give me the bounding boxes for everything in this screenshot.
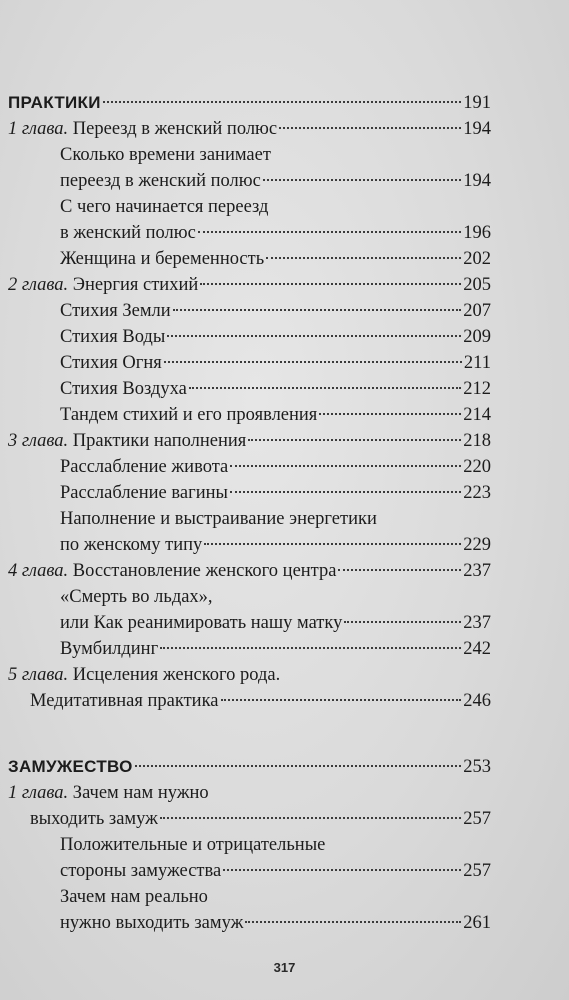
dot-leader bbox=[223, 869, 461, 871]
toc-chapter-3 bbox=[8, 428, 491, 454]
dot-leader bbox=[279, 127, 461, 129]
chapter-label: 5 глава. bbox=[8, 665, 69, 685]
toc-chapter-2 bbox=[8, 272, 491, 298]
toc-entry-line: Зачем нам нужно bbox=[68, 783, 209, 803]
toc-entry bbox=[8, 220, 491, 246]
page-number-footer: 317 bbox=[273, 960, 296, 975]
toc-page-number: 209 bbox=[463, 327, 491, 347]
dot-leader bbox=[160, 647, 461, 649]
toc-page-number: 207 bbox=[463, 301, 491, 321]
toc-entry bbox=[8, 480, 491, 506]
dot-leader bbox=[173, 309, 462, 311]
toc-entry-title: Вумбилдинг bbox=[60, 639, 159, 659]
toc-entry-title: Стихия Огня bbox=[60, 353, 162, 373]
toc-page-number: 191 bbox=[463, 93, 491, 113]
chapter-label: 3 глава. bbox=[8, 431, 69, 451]
toc-entry bbox=[8, 402, 491, 428]
toc-entry-line: «Смерть во льдах», bbox=[60, 587, 213, 607]
toc-entry bbox=[8, 376, 491, 402]
dot-leader bbox=[230, 491, 461, 493]
toc-page-number: 261 bbox=[463, 913, 491, 933]
toc-entry bbox=[8, 350, 491, 376]
toc-entry bbox=[8, 454, 491, 480]
chapter-label: 1 глава. bbox=[8, 119, 69, 139]
toc-entry-line: Наполнение и выстраивание энергетики bbox=[60, 509, 377, 529]
toc-entry bbox=[8, 858, 491, 884]
toc-chapter-4 bbox=[8, 558, 491, 584]
toc-entry bbox=[8, 298, 491, 324]
toc-page-number: 220 bbox=[463, 457, 491, 477]
dot-leader bbox=[245, 921, 461, 923]
toc-entry bbox=[8, 246, 491, 272]
toc-page-number: 242 bbox=[463, 639, 491, 659]
toc-entry-title: Расслабление вагины bbox=[60, 483, 228, 503]
toc-page-number: 223 bbox=[463, 483, 491, 503]
toc-entry bbox=[8, 688, 491, 714]
dot-leader bbox=[266, 257, 461, 259]
dot-leader bbox=[189, 387, 461, 389]
toc-entry bbox=[8, 532, 491, 558]
toc-page-number: 196 bbox=[463, 223, 491, 243]
toc-page-number: 214 bbox=[463, 405, 491, 425]
toc-entry-title: Медитативная практика bbox=[30, 691, 219, 711]
dot-leader bbox=[198, 231, 461, 233]
dot-leader bbox=[135, 765, 462, 767]
toc-entry-title: ЗАМУЖЕСТВО bbox=[8, 757, 133, 776]
toc-entry-line: Зачем нам реально bbox=[60, 887, 208, 907]
dot-leader bbox=[103, 101, 462, 103]
toc-entry-title: Стихия Воздуха bbox=[60, 379, 187, 399]
toc-entry-title: выходить замуж bbox=[30, 809, 158, 829]
toc-chapter-1-marriage bbox=[8, 780, 491, 806]
chapter-label: 2 глава. bbox=[8, 275, 69, 295]
toc-page-number: 218 bbox=[463, 431, 491, 451]
dot-leader bbox=[167, 335, 461, 337]
dot-leader bbox=[263, 179, 461, 181]
toc-entry-title: Стихия Земли bbox=[60, 301, 171, 321]
dot-leader bbox=[338, 569, 461, 571]
dot-leader bbox=[160, 817, 461, 819]
toc-entry-title: Расслабление живота bbox=[60, 457, 229, 477]
toc-page-number: 211 bbox=[463, 353, 491, 373]
toc-section-practices bbox=[8, 90, 491, 116]
toc-page-number: 194 bbox=[463, 171, 491, 191]
chapter-label: 4 глава. bbox=[8, 561, 69, 581]
dot-leader bbox=[200, 283, 461, 285]
dot-leader bbox=[204, 543, 461, 545]
dot-leader bbox=[221, 699, 462, 701]
toc-entry-title: Энергия стихий bbox=[68, 275, 199, 295]
toc-entry bbox=[8, 910, 491, 936]
toc-entry-title: ПРАКТИКИ bbox=[8, 93, 101, 112]
toc-page-number: 257 bbox=[463, 861, 491, 881]
toc-entry-title: в женский полюс bbox=[60, 223, 196, 243]
toc-entry-line: Сколько времени занимает bbox=[60, 145, 271, 165]
toc-entry-title: стороны замужества bbox=[60, 861, 222, 881]
toc-entry bbox=[8, 324, 491, 350]
toc-entry-title: Переезд в женский полюс bbox=[68, 119, 278, 139]
toc-entry-title: или Как реанимировать нашу матку bbox=[60, 613, 343, 633]
toc-chapter-5 bbox=[8, 662, 491, 688]
toc-entry bbox=[8, 168, 491, 194]
toc-entry-title: Женщина и беременность bbox=[60, 249, 265, 269]
toc-entry-line: С чего начинается переезд bbox=[60, 197, 269, 217]
toc-page-number: 237 bbox=[463, 561, 491, 581]
toc-entry-title: нужно выходить замуж bbox=[60, 913, 244, 933]
dot-leader bbox=[164, 361, 462, 363]
toc-entry-line: Исцеления женского рода. bbox=[68, 665, 281, 685]
toc-section-marriage bbox=[8, 754, 491, 780]
toc-page-number: 202 bbox=[463, 249, 491, 269]
toc-entry-title: Практики наполнения bbox=[68, 431, 247, 451]
toc-page-number: 229 bbox=[463, 535, 491, 555]
dot-leader bbox=[344, 621, 461, 623]
toc-page-number: 237 bbox=[463, 613, 491, 633]
dot-leader bbox=[248, 439, 461, 441]
toc-entry-line: Положительные и отрицательные bbox=[60, 835, 326, 855]
dot-leader bbox=[319, 413, 461, 415]
toc-entry-title: по женскому типу bbox=[60, 535, 203, 555]
toc-entry-title: Тандем стихий и его проявления bbox=[60, 405, 318, 425]
toc-entry-title: Восстановление женского центра bbox=[68, 561, 337, 581]
toc-chapter-1 bbox=[8, 116, 491, 142]
toc-page-number: 257 bbox=[463, 809, 491, 829]
toc-page-number: 205 bbox=[463, 275, 491, 295]
toc-page-number: 194 bbox=[463, 119, 491, 139]
toc-entry-title: Стихия Воды bbox=[60, 327, 166, 347]
toc-page-number: 246 bbox=[463, 691, 491, 711]
chapter-label: 1 глава. bbox=[8, 783, 69, 803]
toc-page-number: 253 bbox=[463, 757, 491, 777]
dot-leader bbox=[230, 465, 461, 467]
toc-entry bbox=[8, 636, 491, 662]
toc-entry bbox=[8, 806, 491, 832]
toc-page-number: 212 bbox=[463, 379, 491, 399]
toc-entry bbox=[8, 610, 491, 636]
toc-entry-title: переезд в женский полюс bbox=[60, 171, 261, 191]
